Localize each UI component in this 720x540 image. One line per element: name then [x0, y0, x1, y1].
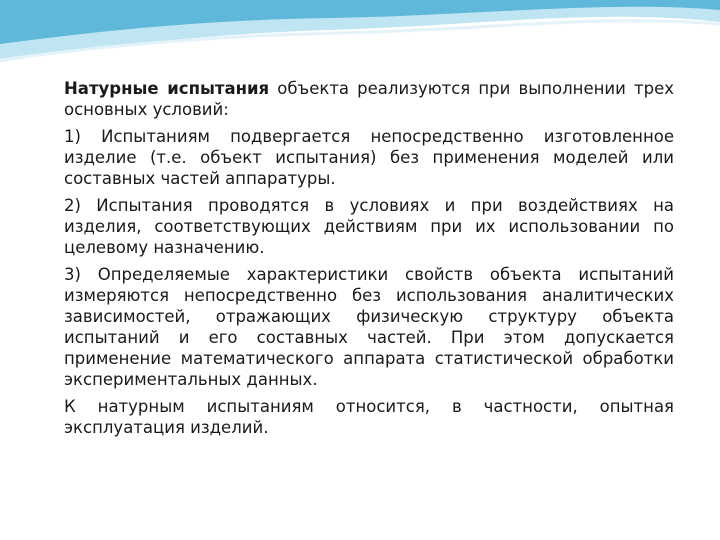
slide-body	[64, 78, 674, 444]
intro-bold-term: Натурные испытания	[64, 79, 270, 98]
intro-text: объекта реализуются при выполнении трех основных условий:	[64, 79, 674, 119]
intro-paragraph	[64, 78, 674, 120]
condition-1: 1) Испытаниям подвергается непосредственно изготовленное изделие (т.е. объект испытания) без применения моделей или составных частей аппаратуры.	[64, 127, 674, 188]
header-wave-decoration	[0, 0, 720, 80]
closing-paragraph: К натурным испытаниям относится, в частности, опытная эксплуатация изделий.	[64, 397, 674, 437]
condition-2: 2) Испытания проводятся в условиях и при воздействиях на изделия, соответствующих действиям при их использовании по целевому назначению.	[64, 196, 674, 257]
condition-3: 3) Определяемые характеристики свойств объекта испытаний измеряются непосредственно без использования аналитических зависимостей, отражающих физическую структуру объекта испытаний и его составных частей. При этом допускается применение математического аппарата статистической обработки экспериментальных данных.	[64, 265, 674, 389]
